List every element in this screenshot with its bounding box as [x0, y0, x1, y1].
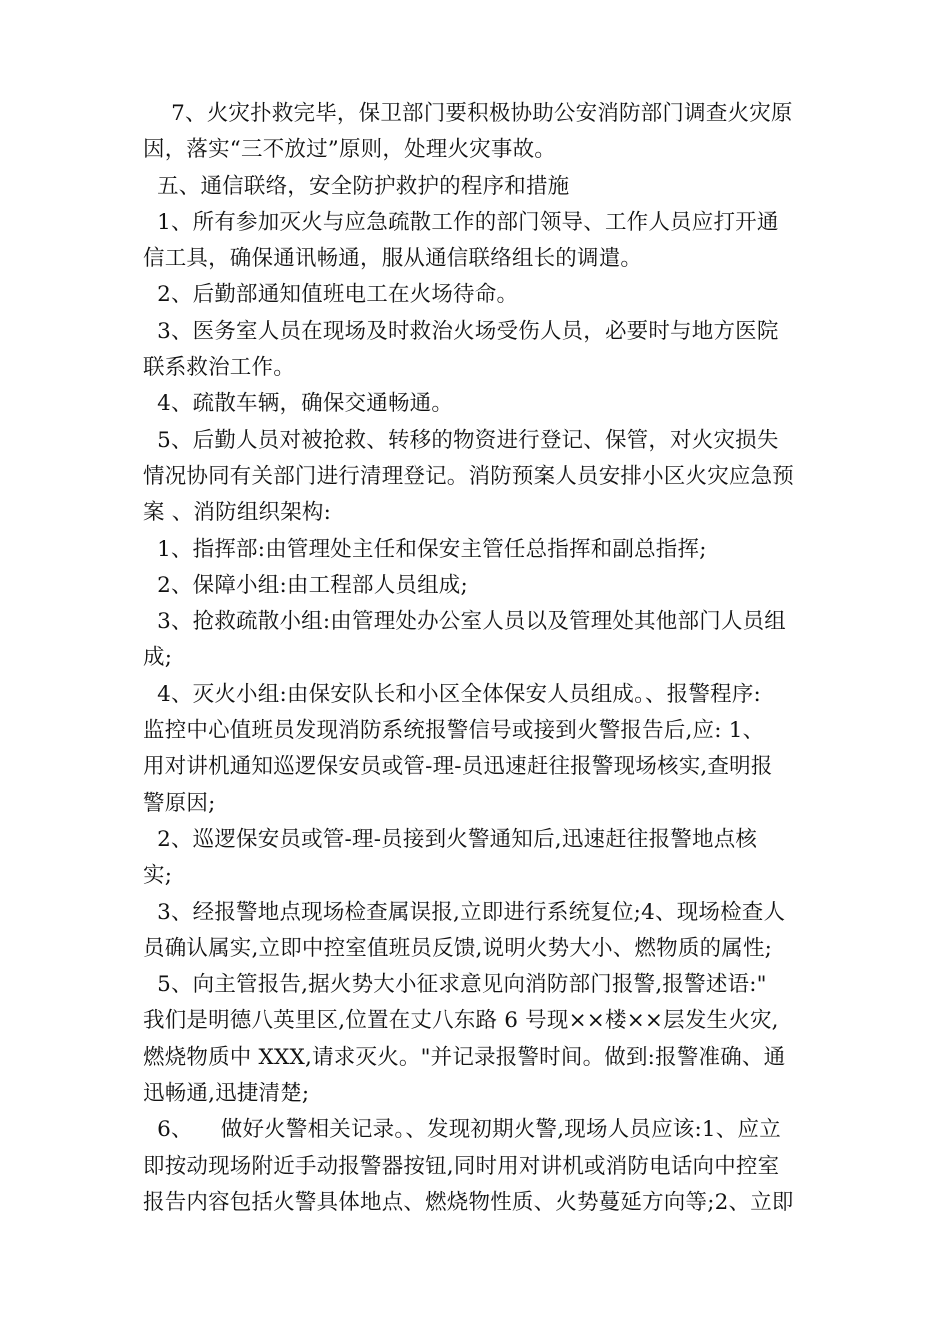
text-line: 联系救治工作。	[143, 355, 295, 381]
section-heading: 五、通信联络，安全防护救护的程序和措施	[143, 173, 570, 199]
text-line: 报告内容包括火警具体地点、燃烧物性质、火势蔓延方向等;2、立即	[143, 1189, 794, 1215]
text-line: 7、火灾扑救完毕，保卫部门要积极协助公安消防部门调查火灾原	[143, 101, 793, 126]
text-line: 成;	[143, 645, 173, 671]
text-line: 3、抢救疏散小组:由管理处办公室人员以及管理处其他部门人员组	[143, 609, 786, 635]
text-line: 迅畅通,迅捷清楚;	[143, 1081, 310, 1107]
text-line: 3、经报警地点现场检查属误报,立即进行系统复位;4、现场检查人	[143, 899, 786, 925]
text-line: 2、保障小组:由工程部人员组成;	[143, 572, 468, 598]
text-line: 5、后勤人员对被抢救、转移的物资进行登记、保管，对火灾损失	[143, 427, 779, 453]
text-line: 案 、消防组织架构:	[143, 500, 332, 526]
text-line: 4、灭火小组:由保安队长和小区全体保安人员组成。、报警程序:	[143, 681, 761, 707]
text-line: 情况协同有关部门进行清理登记。消防预案人员安排小区火灾应急预	[143, 463, 795, 489]
text-line: 燃烧物质中 XXX,请求灭火。"并记录报警时间。做到:报警准确、通	[143, 1044, 786, 1070]
text-line: 员确认属实,立即中控室值班员反馈,说明火势大小、燃物质的属性;	[143, 935, 773, 961]
text-line: 信工具，确保通讯畅通，服从通信联络组长的调遣。	[143, 246, 643, 272]
text-line: 1、指挥部:由管理处主任和保安主管任总指挥和副总指挥;	[143, 536, 707, 562]
text-line: 实;	[143, 863, 173, 889]
text-line: 3、医务室人员在现场及时救治火场受伤人员，必要时与地方医院	[143, 318, 779, 344]
text-line: 即按动现场附近手动报警器按钮,同时用对讲机或消防电话向中控室	[143, 1153, 780, 1179]
text-line: 6、 做好火警相关记录。、发现初期火警,现场人员应该:1、应立	[143, 1117, 781, 1143]
text-line: 5、向主管报告,据火势大小征求意见向消防部门报警,报警述语:"	[143, 972, 767, 998]
text-line: 因，落实“三不放过”原则，处理火灾事故。	[143, 137, 556, 163]
text-line: 用对讲机通知巡逻保安员或管-理-员迅速赶往报警现场核实,查明报	[143, 754, 773, 780]
text-line: 2、巡逻保安员或管-理-员接到火警通知后,迅速赶往报警地点核	[143, 826, 758, 852]
text-line: 监控中心值班员发现消防系统报警信号或接到火警报告后,应: 1、	[143, 718, 765, 744]
text-line: 警原因;	[143, 790, 216, 816]
text-line: 我们是明德八英里区,位置在丈八东路 6 号现××楼××层发生火灾,	[143, 1008, 779, 1034]
text-line: 4、疏散车辆，确保交通畅通。	[143, 391, 454, 417]
text-line: 1、所有参加灭火与应急疏散工作的部门领导、工作人员应打开通	[143, 209, 779, 235]
text-line: 2、后勤部通知值班电工在火场待命。	[143, 282, 519, 308]
document-body	[143, 96, 823, 1221]
